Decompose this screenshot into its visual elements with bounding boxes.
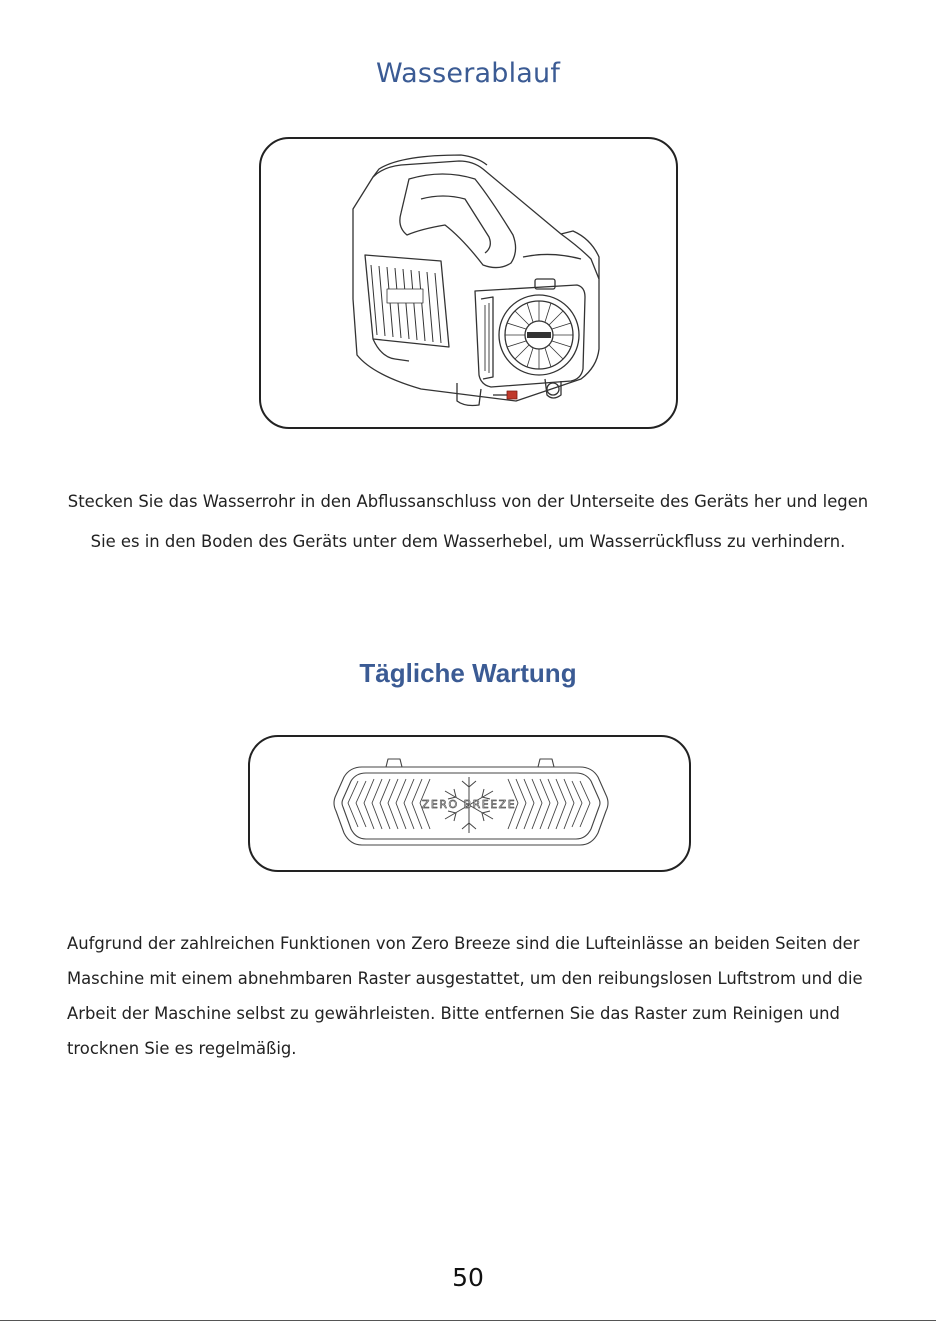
page-number: 50 (452, 1263, 484, 1292)
footer-rule (0, 1320, 936, 1321)
air-conditioner-illustration (259, 137, 678, 429)
grille-logo-text: ZERO BREEZE (421, 798, 517, 811)
section-title-wasserablauf: Wasserablauf (375, 58, 561, 89)
air-filter-grille-illustration (248, 735, 691, 872)
section-title-taegliche-wartung: Tägliche Wartung (359, 658, 577, 688)
maintenance-instructions-paragraph: Aufgrund der zahlreichen Funktionen von Zero Breeze sind die Lufteinlässe an beiden Seiten der Maschine mit einem abnehmbaren Raster ausgestattet, um den reibungslosen Luftstrom und die Arbeit der Maschine selbst zu gewährleisten. Bitte entfernen Sie das Raster zum Reinigen und trocknen Sie es regelmäßig. (67, 934, 863, 1058)
drain-instructions-paragraph: Stecken Sie das Wasserrohr in den Abflussanschluss von der Unterseite des Geräts her und legen Sie es in den Boden des Geräts unter dem Wasserhebel, um Wasserrückfluss zu verhindern. (67, 492, 869, 551)
